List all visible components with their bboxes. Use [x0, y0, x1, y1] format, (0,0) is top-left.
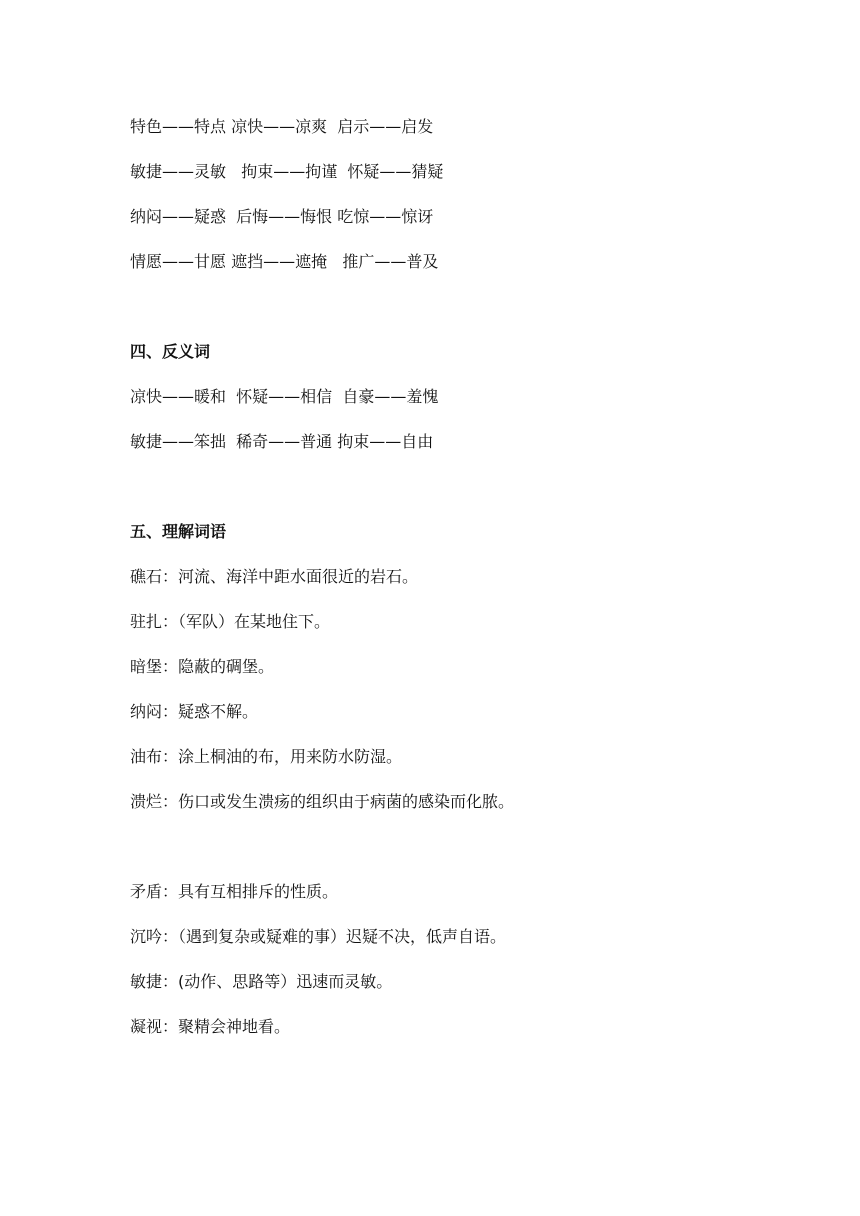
definition-line: 油布：涂上桐油的布，用来防水防湿。: [130, 747, 403, 766]
definition-line: 敏捷：(动作、思路等）迅速而灵敏。: [130, 972, 393, 991]
synonym-line: 情愿——甘愿 遮挡——遮掩 推广——普及: [130, 252, 439, 271]
synonym-line: 敏捷——灵敏 拘束——拘谨 怀疑——猜疑: [130, 162, 444, 181]
synonym-line: 纳闷——疑惑 后悔——悔恨 吃惊——惊讶: [130, 207, 434, 226]
section-heading-definitions: 五、理解词语: [130, 522, 227, 541]
definition-line: 暗堡：隐蔽的碉堡。: [130, 657, 275, 676]
definition-line: 矛盾：具有互相排斥的性质。: [130, 882, 339, 901]
synonym-line: 特色——特点 凉快——凉爽 启示——启发: [130, 117, 434, 136]
antonym-line: 敏捷——笨拙 稀奇——普通 拘束——自由: [130, 432, 434, 451]
antonym-line: 凉快——暖和 怀疑——相信 自豪——羞愧: [130, 387, 439, 406]
definition-line: 纳闷：疑惑不解。: [130, 702, 259, 721]
definition-line: 溃烂：伤口或发生溃疡的组织由于病菌的感染而化脓。: [130, 792, 515, 811]
definition-line: 驻扎：（军队）在某地住下。: [130, 612, 331, 631]
definition-line: 礁石：河流、海洋中距水面很近的岩石。: [130, 567, 419, 586]
definition-line: 凝视：聚精会神地看。: [130, 1017, 291, 1036]
definition-line: 沉吟：（遇到复杂或疑难的事）迟疑不决，低声自语。: [130, 927, 507, 946]
section-heading-antonyms: 四、反义词: [130, 342, 211, 361]
